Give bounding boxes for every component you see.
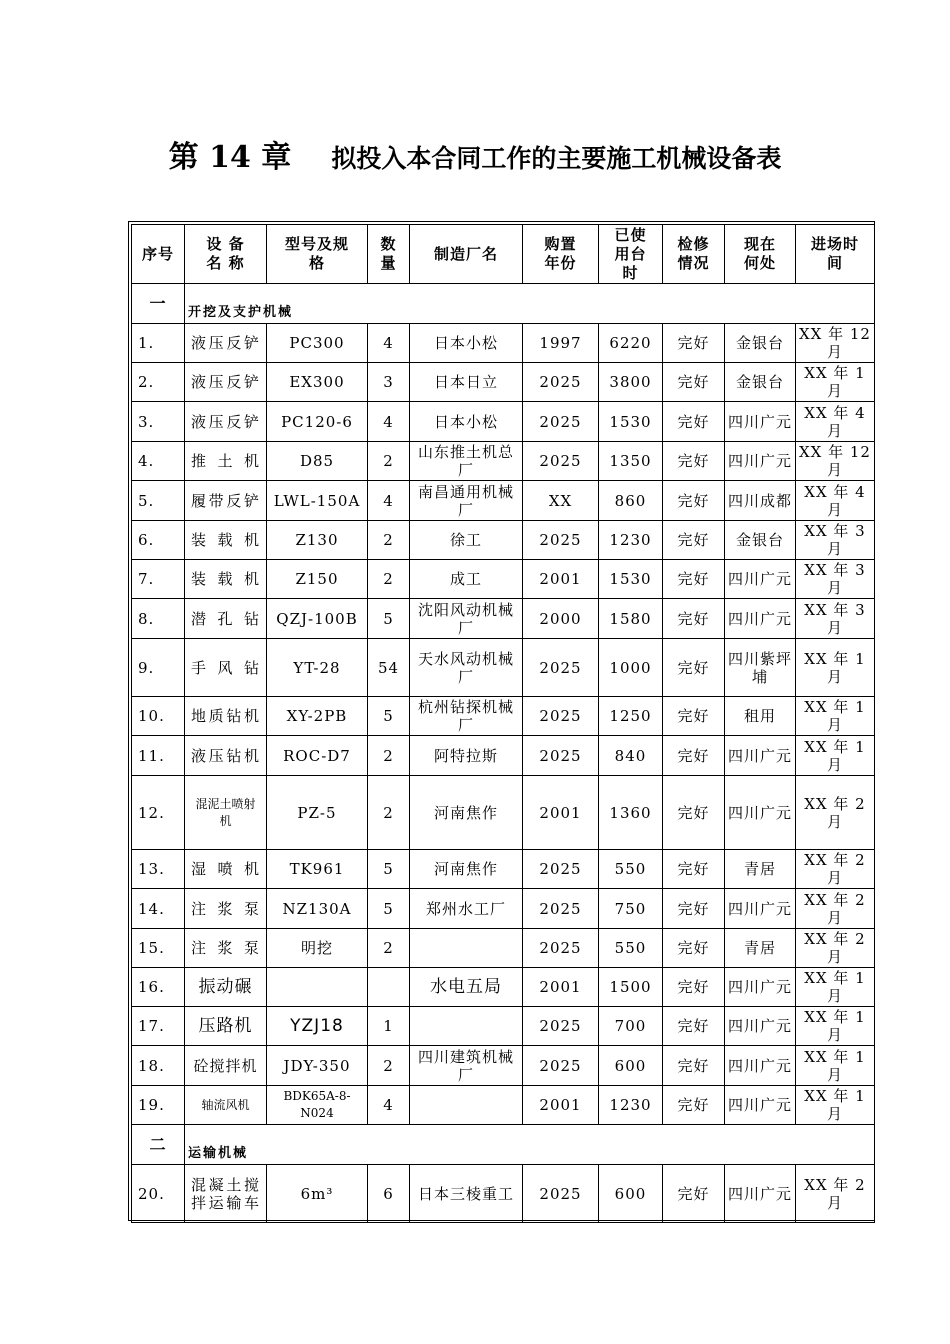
cell-no: 15. <box>132 929 185 968</box>
table-body <box>132 284 875 1223</box>
header-model: 型号及规格 <box>267 225 368 284</box>
cell-model: YZJ18 <box>267 1007 368 1046</box>
cell-maker: 阿特拉斯 <box>410 736 523 776</box>
cell-name: 液压反铲 <box>185 324 267 363</box>
cell-qty: 2 <box>368 521 410 560</box>
cell-maker: 天水风动机械厂 <box>410 639 523 697</box>
section-mark: 二 <box>132 1125 185 1165</box>
cell-name: 推土机 <box>185 442 267 481</box>
cell-location: 四川广元 <box>725 599 796 639</box>
cell-qty: 54 <box>368 639 410 697</box>
cell-no: 18. <box>132 1046 185 1086</box>
table-row <box>132 560 875 599</box>
cell-model: 6m³ <box>267 1165 368 1223</box>
cell-location: 四川广元 <box>725 889 796 929</box>
cell-year: 2025 <box>523 850 599 889</box>
cell-location: 四川成都 <box>725 481 796 521</box>
cell-year: 2001 <box>523 776 599 850</box>
cell-condition: 完好 <box>663 1046 725 1086</box>
cell-model: EX300 <box>267 363 368 402</box>
cell-maker: 河南焦作 <box>410 850 523 889</box>
cell-hours: 3800 <box>599 363 663 402</box>
table-row <box>132 599 875 639</box>
cell-no: 12. <box>132 776 185 850</box>
cell-year: 2025 <box>523 889 599 929</box>
header-no: 序号 <box>132 225 185 284</box>
cell-model: JDY-350 <box>267 1046 368 1086</box>
cell-model: PZ-5 <box>267 776 368 850</box>
cell-entry: XX 年 2 月 <box>796 889 875 929</box>
cell-no: 7. <box>132 560 185 599</box>
cell-maker: 四川建筑机械厂 <box>410 1046 523 1086</box>
cell-condition: 完好 <box>663 697 725 736</box>
cell-maker: 水电五局 <box>410 968 523 1007</box>
cell-entry: XX 年 1 月 <box>796 363 875 402</box>
cell-location: 四川广元 <box>725 968 796 1007</box>
cell-year: XX <box>523 481 599 521</box>
cell-condition: 完好 <box>663 560 725 599</box>
cell-entry: XX 年 1 月 <box>796 968 875 1007</box>
cell-hours: 700 <box>599 1007 663 1046</box>
cell-maker: 徐工 <box>410 521 523 560</box>
cell-year: 2025 <box>523 402 599 442</box>
cell-condition: 完好 <box>663 1007 725 1046</box>
cell-year: 2025 <box>523 1046 599 1086</box>
cell-year: 2025 <box>523 1007 599 1046</box>
cell-year: 2001 <box>523 1086 599 1125</box>
cell-location: 四川广元 <box>725 402 796 442</box>
table-row <box>132 639 875 697</box>
cell-entry: XX 年 1 月 <box>796 736 875 776</box>
cell-year: 2001 <box>523 560 599 599</box>
cell-entry: XX 年 4 月 <box>796 402 875 442</box>
cell-entry: XX 年 2 月 <box>796 929 875 968</box>
cell-hours: 1360 <box>599 776 663 850</box>
cell-qty: 5 <box>368 889 410 929</box>
cell-entry: XX 年 3 月 <box>796 560 875 599</box>
cell-qty: 4 <box>368 481 410 521</box>
cell-condition: 完好 <box>663 363 725 402</box>
table-row <box>132 1046 875 1086</box>
header-maker: 制造厂名 <box>410 225 523 284</box>
section-row-2 <box>132 1125 875 1165</box>
cell-name: 注浆泵 <box>185 929 267 968</box>
header-qty: 数量 <box>368 225 410 284</box>
cell-location: 金银台 <box>725 324 796 363</box>
table-row <box>132 1165 875 1223</box>
cell-no: 11. <box>132 736 185 776</box>
table-row <box>132 889 875 929</box>
cell-year: 2025 <box>523 736 599 776</box>
cell-maker <box>410 929 523 968</box>
cell-maker: 日本小松 <box>410 402 523 442</box>
cell-hours: 550 <box>599 850 663 889</box>
header-hours: 已使用台时 <box>599 225 663 284</box>
cell-maker: 日本日立 <box>410 363 523 402</box>
cell-model: TK961 <box>267 850 368 889</box>
table-row <box>132 850 875 889</box>
table-row <box>132 442 875 481</box>
cell-model: BDK65A-8-N024 <box>267 1086 368 1125</box>
cell-hours: 750 <box>599 889 663 929</box>
cell-condition: 完好 <box>663 929 725 968</box>
cell-entry: XX 年 1 月 <box>796 639 875 697</box>
header-location: 现在何处 <box>725 225 796 284</box>
cell-qty: 2 <box>368 736 410 776</box>
cell-name: 手风钻 <box>185 639 267 697</box>
cell-model: Z130 <box>267 521 368 560</box>
cell-condition: 完好 <box>663 1086 725 1125</box>
cell-qty: 4 <box>368 1086 410 1125</box>
cell-hours: 1530 <box>599 402 663 442</box>
cell-location: 四川广元 <box>725 776 796 850</box>
cell-year: 2001 <box>523 968 599 1007</box>
cell-condition: 完好 <box>663 850 725 889</box>
cell-location: 四川广元 <box>725 1165 796 1223</box>
cell-year: 2025 <box>523 697 599 736</box>
cell-name: 轴流风机 <box>185 1086 267 1125</box>
chapter-title: 拟投入本合同工作的主要施工机械设备表 <box>331 144 782 173</box>
cell-year: 2025 <box>523 929 599 968</box>
cell-model: LWL-150A <box>267 481 368 521</box>
cell-hours: 860 <box>599 481 663 521</box>
cell-no: 6. <box>132 521 185 560</box>
cell-entry: XX 年 1 月 <box>796 1007 875 1046</box>
cell-hours: 840 <box>599 736 663 776</box>
cell-maker: 杭州钻探机械厂 <box>410 697 523 736</box>
equipment-table <box>131 224 875 1223</box>
cell-location: 四川广元 <box>725 1046 796 1086</box>
table-row <box>132 1007 875 1046</box>
cell-qty: 2 <box>368 1046 410 1086</box>
cell-year: 2025 <box>523 639 599 697</box>
cell-entry: XX 年 12 月 <box>796 442 875 481</box>
cell-condition: 完好 <box>663 599 725 639</box>
cell-entry: XX 年 3 月 <box>796 599 875 639</box>
cell-qty: 1 <box>368 1007 410 1046</box>
header-entry: 进场时间 <box>796 225 875 284</box>
cell-no: 2. <box>132 363 185 402</box>
cell-qty: 2 <box>368 560 410 599</box>
cell-maker: 山东推土机总厂 <box>410 442 523 481</box>
cell-hours: 1580 <box>599 599 663 639</box>
cell-name: 履带反铲 <box>185 481 267 521</box>
cell-no: 4. <box>132 442 185 481</box>
cell-location: 金银台 <box>725 363 796 402</box>
cell-condition: 完好 <box>663 639 725 697</box>
cell-year: 2000 <box>523 599 599 639</box>
cell-hours: 1230 <box>599 521 663 560</box>
section-row-1 <box>132 284 875 324</box>
cell-entry: XX 年 2 月 <box>796 850 875 889</box>
cell-qty: 5 <box>368 697 410 736</box>
cell-location: 四川紫坪埔 <box>725 639 796 697</box>
cell-name: 砼搅拌机 <box>185 1046 267 1086</box>
cell-year: 2025 <box>523 442 599 481</box>
cell-qty: 5 <box>368 599 410 639</box>
cell-year: 2025 <box>523 363 599 402</box>
cell-hours: 1230 <box>599 1086 663 1125</box>
cell-model: QZJ-100B <box>267 599 368 639</box>
cell-maker: 沈阳风动机械厂 <box>410 599 523 639</box>
cell-condition: 完好 <box>663 521 725 560</box>
cell-hours: 600 <box>599 1165 663 1223</box>
cell-location: 金银台 <box>725 521 796 560</box>
table-row <box>132 521 875 560</box>
cell-condition: 完好 <box>663 736 725 776</box>
cell-model: NZ130A <box>267 889 368 929</box>
page-title <box>0 132 950 176</box>
cell-qty: 5 <box>368 850 410 889</box>
cell-name: 湿喷机 <box>185 850 267 889</box>
cell-maker <box>410 1007 523 1046</box>
cell-location: 四川广元 <box>725 560 796 599</box>
cell-no: 8. <box>132 599 185 639</box>
section-mark: 一 <box>132 284 185 324</box>
cell-location: 青居 <box>725 929 796 968</box>
cell-no: 17. <box>132 1007 185 1046</box>
cell-qty <box>368 968 410 1007</box>
cell-year: 1997 <box>523 324 599 363</box>
cell-condition: 完好 <box>663 481 725 521</box>
cell-location: 四川广元 <box>725 736 796 776</box>
cell-entry: XX 年 2 月 <box>796 776 875 850</box>
cell-location: 租用 <box>725 697 796 736</box>
cell-model: PC120-6 <box>267 402 368 442</box>
cell-entry: XX 年 2 月 <box>796 1165 875 1223</box>
cell-entry: XX 年 1 月 <box>796 1086 875 1125</box>
cell-name: 压路机 <box>185 1007 267 1046</box>
cell-condition: 完好 <box>663 1165 725 1223</box>
cell-model <box>267 968 368 1007</box>
cell-condition: 完好 <box>663 402 725 442</box>
section-label: 运输机械 <box>185 1125 875 1165</box>
cell-model: YT-28 <box>267 639 368 697</box>
cell-name: 液压反铲 <box>185 363 267 402</box>
cell-name: 装载机 <box>185 521 267 560</box>
cell-maker: 成工 <box>410 560 523 599</box>
cell-hours: 1350 <box>599 442 663 481</box>
cell-name: 液压钻机 <box>185 736 267 776</box>
cell-no: 5. <box>132 481 185 521</box>
cell-model: 明挖 <box>267 929 368 968</box>
cell-hours: 1000 <box>599 639 663 697</box>
cell-name: 液压反铲 <box>185 402 267 442</box>
cell-condition: 完好 <box>663 442 725 481</box>
header-row <box>132 225 875 284</box>
table-row <box>132 481 875 521</box>
cell-year: 2025 <box>523 1165 599 1223</box>
cell-location: 四川广元 <box>725 1086 796 1125</box>
cell-maker <box>410 1086 523 1125</box>
table-row <box>132 697 875 736</box>
cell-no: 14. <box>132 889 185 929</box>
header-condition: 检修情况 <box>663 225 725 284</box>
cell-model: XY-2PB <box>267 697 368 736</box>
table-row <box>132 736 875 776</box>
cell-model: Z150 <box>267 560 368 599</box>
cell-qty: 3 <box>368 363 410 402</box>
cell-entry: XX 年 1 月 <box>796 1046 875 1086</box>
table-row <box>132 363 875 402</box>
cell-maker: 日本小松 <box>410 324 523 363</box>
table-row <box>132 968 875 1007</box>
cell-no: 1. <box>132 324 185 363</box>
header-name: 设 备 名 称 <box>185 225 267 284</box>
cell-qty: 2 <box>368 929 410 968</box>
cell-qty: 6 <box>368 1165 410 1223</box>
cell-year: 2025 <box>523 521 599 560</box>
cell-no: 13. <box>132 850 185 889</box>
cell-condition: 完好 <box>663 324 725 363</box>
cell-name: 混凝土搅拌运输车 <box>185 1165 267 1223</box>
cell-name: 潜孔钻 <box>185 599 267 639</box>
cell-maker: 日本三棱重工 <box>410 1165 523 1223</box>
cell-name: 振动碾 <box>185 968 267 1007</box>
cell-location: 四川广元 <box>725 1007 796 1046</box>
cell-condition: 完好 <box>663 776 725 850</box>
cell-no: 20. <box>132 1165 185 1223</box>
header-year: 购置年份 <box>523 225 599 284</box>
table-row <box>132 776 875 850</box>
cell-no: 19. <box>132 1086 185 1125</box>
cell-qty: 4 <box>368 402 410 442</box>
table-row <box>132 324 875 363</box>
cell-hours: 6220 <box>599 324 663 363</box>
chapter-number: 第 14 章 <box>168 140 292 175</box>
cell-name: 装载机 <box>185 560 267 599</box>
cell-model: PC300 <box>267 324 368 363</box>
cell-location: 四川广元 <box>725 442 796 481</box>
cell-no: 3. <box>132 402 185 442</box>
cell-maker: 郑州水工厂 <box>410 889 523 929</box>
table-row <box>132 929 875 968</box>
cell-no: 10. <box>132 697 185 736</box>
cell-name: 注浆泵 <box>185 889 267 929</box>
cell-maker: 南昌通用机械厂 <box>410 481 523 521</box>
cell-hours: 1530 <box>599 560 663 599</box>
cell-qty: 2 <box>368 776 410 850</box>
cell-entry: XX 年 3 月 <box>796 521 875 560</box>
cell-no: 9. <box>132 639 185 697</box>
cell-name: 地质钻机 <box>185 697 267 736</box>
cell-qty: 4 <box>368 324 410 363</box>
cell-location: 青居 <box>725 850 796 889</box>
cell-model: ROC-D7 <box>267 736 368 776</box>
cell-entry: XX 年 12 月 <box>796 324 875 363</box>
cell-hours: 1500 <box>599 968 663 1007</box>
cell-name: 混泥土喷射机 <box>185 776 267 850</box>
cell-hours: 600 <box>599 1046 663 1086</box>
cell-model: D85 <box>267 442 368 481</box>
section-label: 开挖及支护机械 <box>185 284 875 324</box>
table-row <box>132 1086 875 1125</box>
cell-maker: 河南焦作 <box>410 776 523 850</box>
cell-condition: 完好 <box>663 889 725 929</box>
cell-entry: XX 年 1 月 <box>796 697 875 736</box>
table-row <box>132 402 875 442</box>
cell-entry: XX 年 4 月 <box>796 481 875 521</box>
cell-hours: 1250 <box>599 697 663 736</box>
cell-qty: 2 <box>368 442 410 481</box>
cell-condition: 完好 <box>663 968 725 1007</box>
cell-no: 16. <box>132 968 185 1007</box>
cell-hours: 550 <box>599 929 663 968</box>
